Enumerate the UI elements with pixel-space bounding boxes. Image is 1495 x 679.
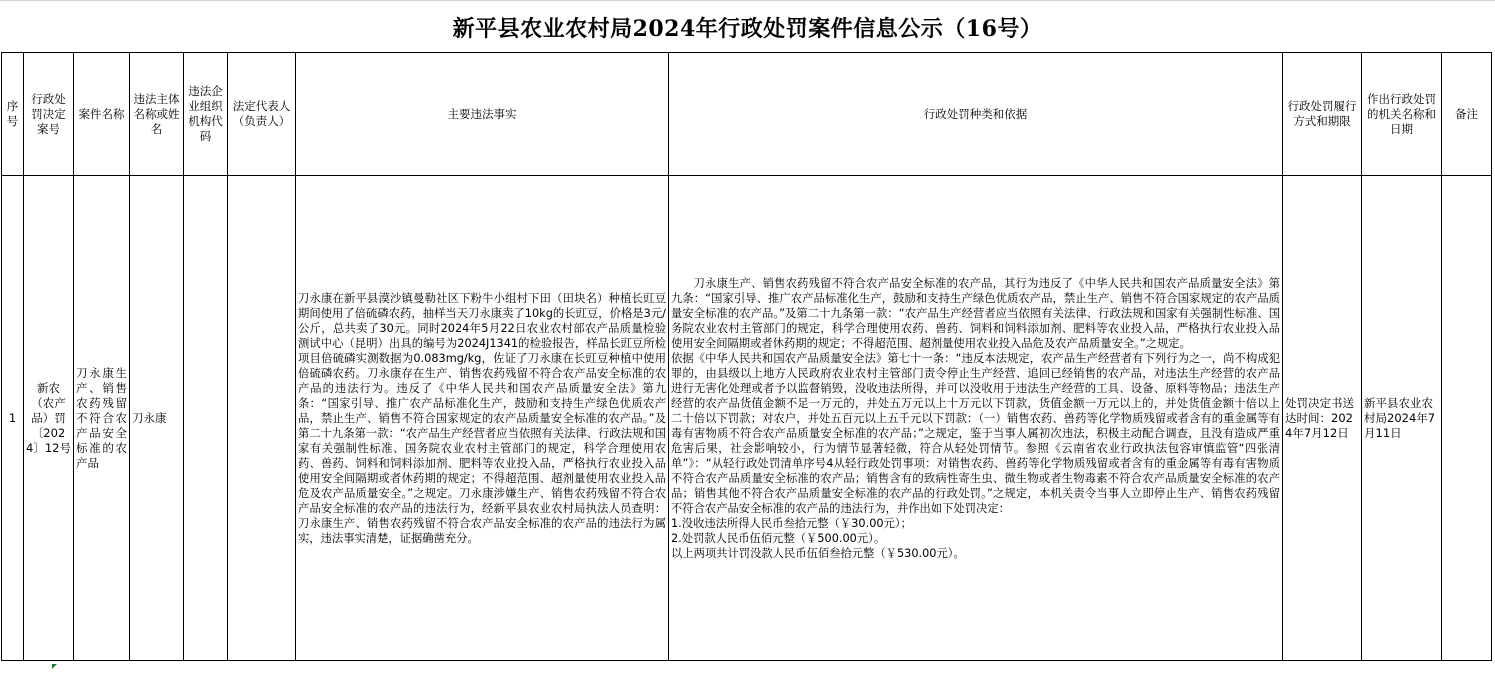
table-row <box>2 176 1492 661</box>
header-org-code[interactable]: 违法企业组织机构代码 <box>184 53 228 176</box>
penalty-paragraph-basis: 依据《中华人民共和国农产品质量安全法》第七十一条：“违反本法规定，农产品生产经营者有下列行为之一，尚不构成犯罪的，由县级以上地方人民政府农业农村主管部门责令停止生产经营、追回已经销售的农产品，对违法生产经营的农产品进行无害化处理或者予以监督销毁，没收违法所得，并可以没收用于违法生产经营的工具、设备、原料等物品；违法生产经营的农产品货值金额不足一万元的，并处五万元以上十万元以下罚款，货值金额一万元以上的，并处货值金额十倍以上二十倍以下罚款；对农户，并处五百元以上五千元以下罚款：（一）销售农药、兽药等化学物质残留或者含有的重金属等有毒有害物质不符合农产品质量安全标准的农产品；”之规定，鉴于当事人属初次违法，积极主动配合调查，且没有造成严重危害后果，社会影响较小，行为情节显著轻微，符合从轻处罚情节。参照《云南省农业行政执法包容审慎监管“四张清单”》：“从轻行政处罚清单序号4从轻行政处罚事项：对销售农药、兽药等化学物质残留或者含有的重金属等有毒有害物质不符合农产品质量安全标准的农产品；销售含有的致病性寄生虫、微生物或者生物毒素不符合农产品质量安全标准的农产品；销售其他不符合农产品质量安全标准的农产品的行政处罚。”之规定，本机关责令当事人立即停止生产、销售农药残留不符合农产品安全标准的农产品的违法行为，并作出如下处罚决定： <box>671 351 1280 515</box>
header-violator[interactable]: 违法主体名称或姓名 <box>130 53 184 176</box>
header-penalty[interactable]: 行政处罚种类和依据 <box>669 53 1283 176</box>
header-remark[interactable]: 备注 <box>1442 53 1492 176</box>
header-row <box>2 53 1492 176</box>
header-case-name[interactable]: 案件名称 <box>74 53 130 176</box>
header-performance[interactable]: 行政处罚履行方式和期限 <box>1283 53 1362 176</box>
cell-comment-marker <box>52 664 57 669</box>
cell-penalty[interactable] <box>669 176 1283 661</box>
cell-remark[interactable] <box>1442 176 1492 661</box>
cell-case-name[interactable]: 刀永康生产、销售农药残留不符合农产品安全标准的农产品 <box>74 176 130 661</box>
penalty-total: 以上两项共计罚没款人民币伍佰叁拾元整（￥530.00元）。 <box>671 546 965 560</box>
cell-performance[interactable]: 处罚决定书送达时间：2024年7月12日 <box>1283 176 1362 661</box>
penalty-table <box>1 52 1492 661</box>
cell-org-code[interactable] <box>184 176 228 661</box>
penalty-item-confiscation: 1.没收违法所得人民币叁拾元整（￥30.00元）； <box>671 516 912 530</box>
penalty-paragraph-violation: 刀永康生产、销售农药残留不符合农产品安全标准的农产品，其行为违反了《中华人民共和国农产品质量安全法》第九条：“国家引导、推广农产品标准化生产，鼓励和支持生产绿色优质农产品，禁止生产、销售不符合国家规定的农产品质量安全标准的农产品。”及第二十九条第一款：“农产品生产经营者应当依照有关法律、行政法规和国家有关强制性标准、国务院农业农村主管部门的规定，科学合理使用农药、兽药、饲料和饲料添加剂、肥料等农业投入品，严格执行农业投入品使用安全间隔期或者休药期的规定；不得超范围、超剂量使用农业投入品危及农产品质量安全。”之规定。 <box>671 276 1280 350</box>
page-title: 新平县农业农村局2024年行政处罚案件信息公示（16号） <box>452 16 1043 42</box>
cell-seq[interactable]: 1 <box>2 176 24 661</box>
cell-authority[interactable]: 新平县农业农村局2024年7月11日 <box>1362 176 1442 661</box>
header-facts[interactable]: 主要违法事实 <box>296 53 669 176</box>
header-decision-no[interactable]: 行政处罚决定案号 <box>24 53 74 176</box>
cell-violator[interactable]: 刀永康 <box>130 176 184 661</box>
header-authority[interactable]: 作出行政处罚的机关名称和日期 <box>1362 53 1442 176</box>
cell-facts[interactable]: 刀永康在新平县漠沙镇曼勒社区下粉牛小组村下田（田块名）种植长豇豆期间使用了倍硫磷农药，抽样当天刀永康卖了10kg的长豇豆，价格是3元/公斤，总共卖了30元。同时2024年5月22日农业农村部农产品质量检验测试中心（昆明）出具的编号为2024J1341的检验报告，样品长豇豆所检项目倍硫磷实测数据为0.083mg/kg，佐证了刀永康在长豇豆种植中使用倍硫磷农药。刀永康存在生产、销售农药残留不符合农产品安全标准的农产品的违法行为。违反了《中华人民共和国农产品质量安全法》第九条：“国家引导、推广农产品标准化生产，鼓励和支持生产绿色优质农产品，禁止生产、销售不符合国家规定的农产品质量安全标准的农产品。”及第二十九条第一款：“农产品生产经营者应当依照有关法律、行政法规和国家有关强制性标准、国务院农业农村主管部门的规定，科学合理使用农药、兽药、饲料和饲料添加剂、肥料等农业投入品，严格执行农业投入品使用安全间隔期或者休药期的规定；不得超范围、超剂量使用农业投入品危及农产品质量安全。”之规定。刀永康涉嫌生产、销售农药残留不符合农产品安全标准的农产品的违法行为，经新平县农业农村局执法人员查明：刀永康生产、销售农药残留不符合农产品安全标准的农产品的违法行为属实，违法事实清楚，证据确凿充分。 <box>296 176 669 661</box>
penalty-item-fine: 2.处罚款人民币伍佰元整（￥500.00元）。 <box>671 531 886 545</box>
header-legal-rep[interactable]: 法定代表人（负责人） <box>228 53 296 176</box>
cell-decision-no[interactable]: 新农（农产品）罚〔2024〕12号 <box>24 176 74 661</box>
header-seq[interactable]: 序号 <box>2 53 24 176</box>
cell-legal-rep[interactable] <box>228 176 296 661</box>
